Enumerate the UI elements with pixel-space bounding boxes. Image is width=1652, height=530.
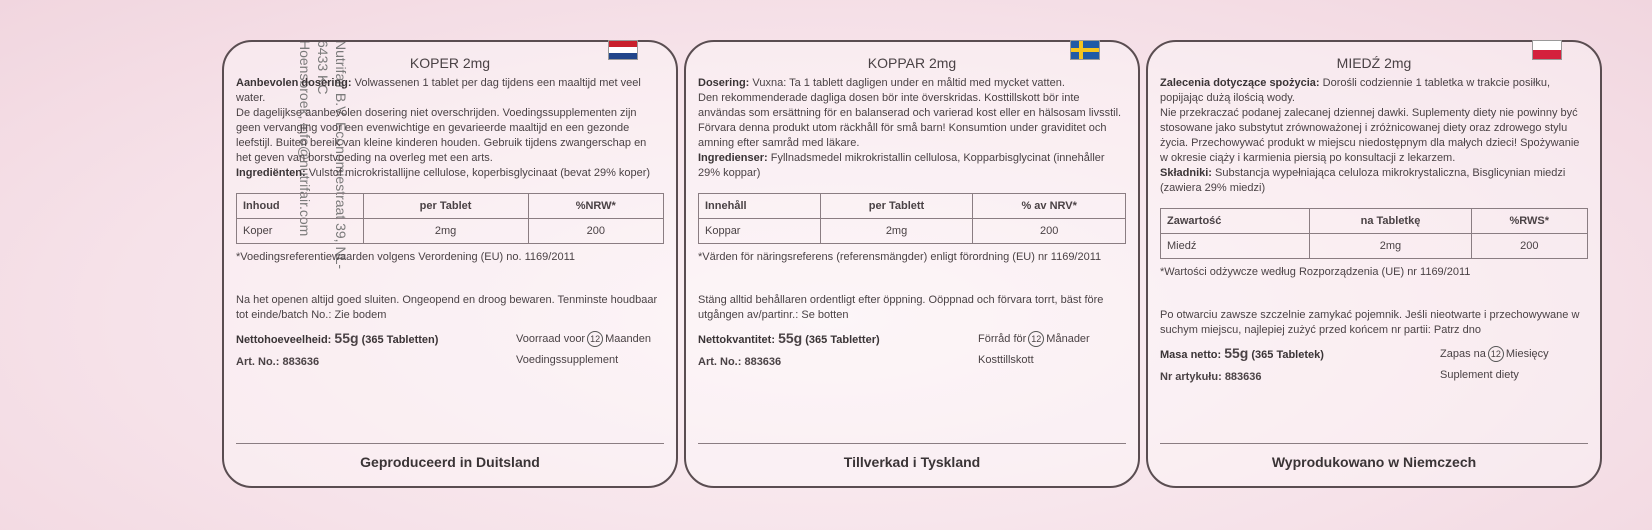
net-quantity <box>698 331 880 348</box>
table-cell: 2mg <box>820 219 973 244</box>
divider <box>1160 443 1588 444</box>
net-label: Nettokvantitet: <box>698 334 776 346</box>
product-title: KOPPAR 2mg <box>867 55 957 71</box>
warning-text: Den rekommenderade dagliga dosen bör inte överskridas. Kosttillskott bör inte användas som ersättning för en balanserad och varierad kost eller en hälsosam livsstil. Förvara denna produkt utom räckhåll för små barn! Konsumtion under graviditet och amning efter samråd med läkare. <box>698 92 1122 149</box>
table-header-row <box>1161 209 1588 234</box>
ingredients-label: Składniki: <box>1160 167 1212 179</box>
storage-text: Po otwarciu zawsze szczelnie zamykać pojemnik. Jeśli nieotwarte i przechowywane w suchym miejscu, najlepiej zużyć przed końcem nr partii: Patrz dno <box>1160 309 1580 336</box>
table-header: na Tabletkę <box>1310 209 1471 234</box>
address-line-2: Hoensbroek, info@nutrifair.com <box>297 40 313 237</box>
shelf-pre: Förråd för <box>978 333 1027 345</box>
label-panel-polish <box>1146 40 1602 488</box>
divider <box>236 443 664 444</box>
ingredients-label: Ingrediënten: <box>236 167 306 179</box>
storage-text: Stäng alltid behållaren ordentligt efter öppning. Oöppnad och förvara torrt, bäst före utgången av/partinr.: Se botten <box>698 294 1104 321</box>
shelf-life <box>978 331 1090 347</box>
table-cell: Koppar <box>699 219 821 244</box>
net-value: 55g <box>778 330 803 346</box>
months-circle-icon: 12 <box>1028 331 1044 347</box>
ingredients-section <box>236 166 664 181</box>
article-number <box>698 355 781 370</box>
product-title: MIEDŹ 2mg <box>1336 55 1412 71</box>
months-circle-icon: 12 <box>587 331 603 347</box>
table-header: %RWS* <box>1471 209 1587 234</box>
table-cell: 2mg <box>363 219 528 244</box>
table-cell: 2mg <box>1310 234 1471 259</box>
warning-text: De dagelijkse aanbevolen dosering niet overschrijden. Voedingssupplementen zijn geen vervanging voor een evenwichtige en gevarieerde maaltijd en een gezonde leefstijl. Buiten bereik van kleine kinderen houden. Gebruik tijdens zwangerschap en het geven van borstvoeding na overleg met een arts. <box>236 107 647 164</box>
table-cell: Koper <box>237 219 364 244</box>
made-in-text: Geproduceerd in Duitsland <box>360 454 540 470</box>
dosage-section <box>698 76 1126 91</box>
table-header: % av NRV* <box>973 194 1126 219</box>
dosage-label: Zalecenia dotyczące spożycia: <box>1160 77 1320 89</box>
net-quantity <box>236 331 438 348</box>
table-header-row <box>237 194 664 219</box>
nutrition-table <box>1160 208 1588 259</box>
art-label: Art. No.: <box>698 356 742 368</box>
ingredients-text: Substancja wypełniająca celuloza mikrokrystaliczna, Bisglicynian miedzi (zawiera 29% miedzi) <box>1160 167 1566 194</box>
art-label: Art. No.: <box>236 356 280 368</box>
dosage-label: Dosering: <box>698 77 750 89</box>
net-value: 55g <box>334 330 359 346</box>
shelf-life <box>1440 346 1549 362</box>
art-value: 883636 <box>744 356 782 368</box>
ingredients-label: Ingredienser: <box>698 152 768 164</box>
net-label: Nettohoeveelheid: <box>236 334 332 346</box>
label-panel-swedish <box>684 40 1140 488</box>
dosage-section <box>236 76 664 106</box>
shelf-life <box>516 331 651 347</box>
footnote: *Värden för näringsreferens (referensmängder) enligt förordning (EU) nr 1169/2011 <box>698 251 1102 263</box>
table-header: Inhoud <box>237 194 364 219</box>
net-quantity <box>1160 346 1324 363</box>
made-in-text: Tillverkad i Tyskland <box>843 454 981 470</box>
table-row <box>699 219 1126 244</box>
product-info-row <box>236 331 664 377</box>
article-number <box>1160 370 1262 385</box>
table-header: per Tablett <box>820 194 973 219</box>
product-info-row <box>1160 346 1588 392</box>
ingredients-section <box>1160 166 1588 196</box>
net-value: 55g <box>1224 345 1249 361</box>
warning-text: Nie przekraczać podanej zalecanej dziennej dawki. Suplementy diety nie powinny być stosowane jako substytut zrównoważonej i zróżnicowanej diety oraz zdrowego stylu życia. Przechowywać produkt w miejscu niedostępnym dla małych dzieci! Spożywanie w okresie ciąży i karmienia piersią po konsultacji z lekarzem. <box>1160 107 1580 164</box>
product-category: Voedingssupplement <box>516 354 619 366</box>
dosage-label: Aanbevolen dosering: <box>236 77 352 89</box>
table-header: Zawartość <box>1161 209 1310 234</box>
shelf-post: Maanden <box>605 333 651 345</box>
shelf-post: Miesięcy <box>1505 348 1549 360</box>
table-cell: 200 <box>973 219 1126 244</box>
ingredients-section <box>698 151 1126 181</box>
table-header: per Tablet <box>363 194 528 219</box>
sweden-flag-icon <box>1070 40 1100 60</box>
dosage-text: Vuxna: Ta 1 tablett dagligen under en måltid med mycket vatten. <box>752 77 1065 89</box>
shelf-pre: Voorraad voor <box>516 333 586 345</box>
art-value: 883636 <box>282 356 320 368</box>
footnote: *Wartości odżywcze według Rozporządzenia (UE) nr 1169/2011 <box>1160 266 1471 278</box>
ingredients-text: Fyllnadsmedel mikrokristallin cellulosa, Kopparbisglycinat (innehåller 29% koppar) <box>698 152 1105 179</box>
net-label: Masa netto: <box>1160 349 1222 361</box>
art-value: 883636 <box>1224 371 1262 383</box>
shelf-pre: Zapas na <box>1440 348 1486 360</box>
table-cell: Miedź <box>1161 234 1310 259</box>
product-category: Kosttillskott <box>978 354 1034 366</box>
table-cell: 200 <box>1471 234 1587 259</box>
table-header: %NRW* <box>528 194 663 219</box>
ingredients-text: Vulstof microkristallijne cellulose, koperbisglycinaat (bevat 29% koper) <box>308 167 651 179</box>
net-count: (365 Tabletter) <box>805 334 880 346</box>
art-label: Nr artykułu: <box>1160 371 1222 383</box>
product-category: Suplement diety <box>1440 369 1519 381</box>
label-panel-dutch <box>222 40 678 488</box>
article-number <box>236 355 319 370</box>
table-header-row <box>699 194 1126 219</box>
table-row <box>1161 234 1588 259</box>
storage-text: Na het openen altijd goed sluiten. Ongeopend en droog bewaren. Tenminste houdbaar tot einde/batch No.: Zie bodem <box>236 294 658 321</box>
nutrition-table <box>236 193 664 244</box>
table-cell: 200 <box>528 219 663 244</box>
address-line-1: Nutrifair B.V. Economiestraat 39, NL-6433 KC <box>315 40 349 270</box>
net-count: (365 Tabletten) <box>361 334 439 346</box>
table-header: Innehåll <box>699 194 821 219</box>
dosage-section <box>1160 76 1588 106</box>
product-info-row <box>698 331 1126 377</box>
months-circle-icon: 12 <box>1488 346 1504 362</box>
shelf-post: Månader <box>1046 333 1090 345</box>
net-count: (365 Tabletek) <box>1251 349 1324 361</box>
netherlands-flag-icon <box>608 40 638 60</box>
dosage-text: Volwassenen 1 tablet per dag tijdens een maaltijd met veel water. <box>236 77 641 104</box>
divider <box>698 443 1126 444</box>
poland-flag-icon <box>1532 40 1562 60</box>
footnote: *Voedingsreferentiewaarden volgens Verordening (EU) no. 1169/2011 <box>236 251 575 263</box>
made-in-text: Wyprodukowano w Niemczech <box>1271 454 1477 470</box>
nutrition-table <box>698 193 1126 244</box>
product-title: KOPER 2mg <box>409 55 491 71</box>
dosage-text: Dorośli codziennie 1 tabletka w trakcie posiłku, popijając dużą ilością wody. <box>1160 77 1551 104</box>
table-row <box>237 219 664 244</box>
